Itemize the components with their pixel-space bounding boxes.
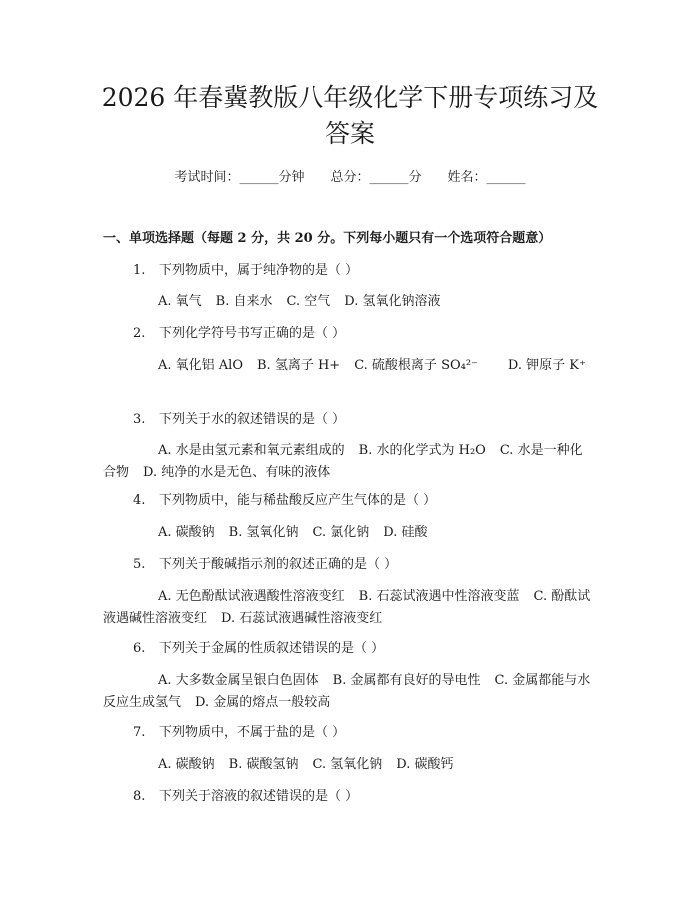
option: A. 无色酚酞试液遇酸性溶液变红 <box>158 589 345 604</box>
question-stem: 4. 下列物质中，能与稀盐酸反应产生气体的是（ ） <box>133 493 437 508</box>
option: D. 石蕊试液遇碱性溶液变红 <box>221 611 383 626</box>
section-heading-1: 一、单项选择题（每题 2 分，共 20 分。下列每小题只有一个选项符合题意） <box>103 231 552 246</box>
option: C. 氯化钠 <box>312 525 370 540</box>
student-name: 姓名：______ <box>447 170 526 185</box>
option: D. 钾原子 K⁺ <box>507 358 586 373</box>
option: D. 硅酸 <box>383 525 428 540</box>
option: A. 大多数金属呈银白色固体 <box>158 673 319 688</box>
option: C. 金属都能与水反应生成氢气 <box>103 673 591 710</box>
option: C. 空气 <box>286 294 331 309</box>
title-line-2: 答案 <box>324 119 375 148</box>
question-stem: 7. 下列物质中，不属于盐的是（ ） <box>133 725 346 740</box>
question-6-options <box>103 670 593 714</box>
option: C. 水是一种化合物 <box>103 443 583 480</box>
question-7-options <box>103 754 593 776</box>
option: B. 金属都有良好的导电性 <box>332 673 481 688</box>
question-5-options <box>103 586 593 630</box>
option: C. 硫酸根离子 SO₄²⁻ <box>354 358 478 373</box>
option: C. 氢氧化钠 <box>312 757 383 772</box>
option: B. 水的化学式为 H₂O <box>358 443 486 458</box>
document-title <box>60 80 640 152</box>
option: A. 碳酸钠 <box>158 757 215 772</box>
question-stem: 6. 下列关于金属的性质叙述错误的是（ ） <box>133 641 385 656</box>
option: B. 碳酸氢钠 <box>228 757 299 772</box>
question-2-options <box>103 355 593 377</box>
option: A. 氧化铝 AlO <box>158 358 243 373</box>
question-stem: 1. 下列物质中，属于纯净物的是（ ） <box>133 263 359 278</box>
exam-meta <box>0 168 700 188</box>
question-1-options <box>103 291 593 313</box>
option: D. 纯净的水是无色、有味的液体 <box>143 465 331 480</box>
question-stem: 2. 下列化学符号书写正确的是（ ） <box>133 326 346 341</box>
option: B. 氢离子 H+ <box>257 358 341 373</box>
title-line-1: 2026 年春冀教版八年级化学下册专项练习及 <box>101 83 599 112</box>
option: A. 碳酸钠 <box>158 525 215 540</box>
option: D. 碳酸钙 <box>396 757 454 772</box>
exam-time: 考试时间：______分钟 <box>174 170 305 185</box>
option: A. 氧气 <box>158 294 202 309</box>
option: C. 酚酞试液遇碱性溶液变红 <box>103 589 591 626</box>
question-stem: 8. 下列关于溶液的叙述错误的是（ ） <box>133 789 359 804</box>
option: B. 氢氧化钠 <box>228 525 299 540</box>
option: A. 水是由氢元素和氧元素组成的 <box>158 443 345 458</box>
exam-score: 总分：______分 <box>330 170 422 185</box>
question-4-options <box>103 522 593 544</box>
option: D. 金属的熔点一般较高 <box>195 695 331 710</box>
option: D. 氢氧化钠溶液 <box>344 294 441 309</box>
question-stem: 5. 下列关于酸碱指示剂的叙述正确的是（ ） <box>133 557 398 572</box>
option: B. 自来水 <box>215 294 273 309</box>
question-3-options <box>103 440 593 484</box>
question-stem: 3. 下列关于水的叙述错误的是（ ） <box>133 412 346 427</box>
option: B. 石蕊试液遇中性溶液变蓝 <box>358 589 520 604</box>
